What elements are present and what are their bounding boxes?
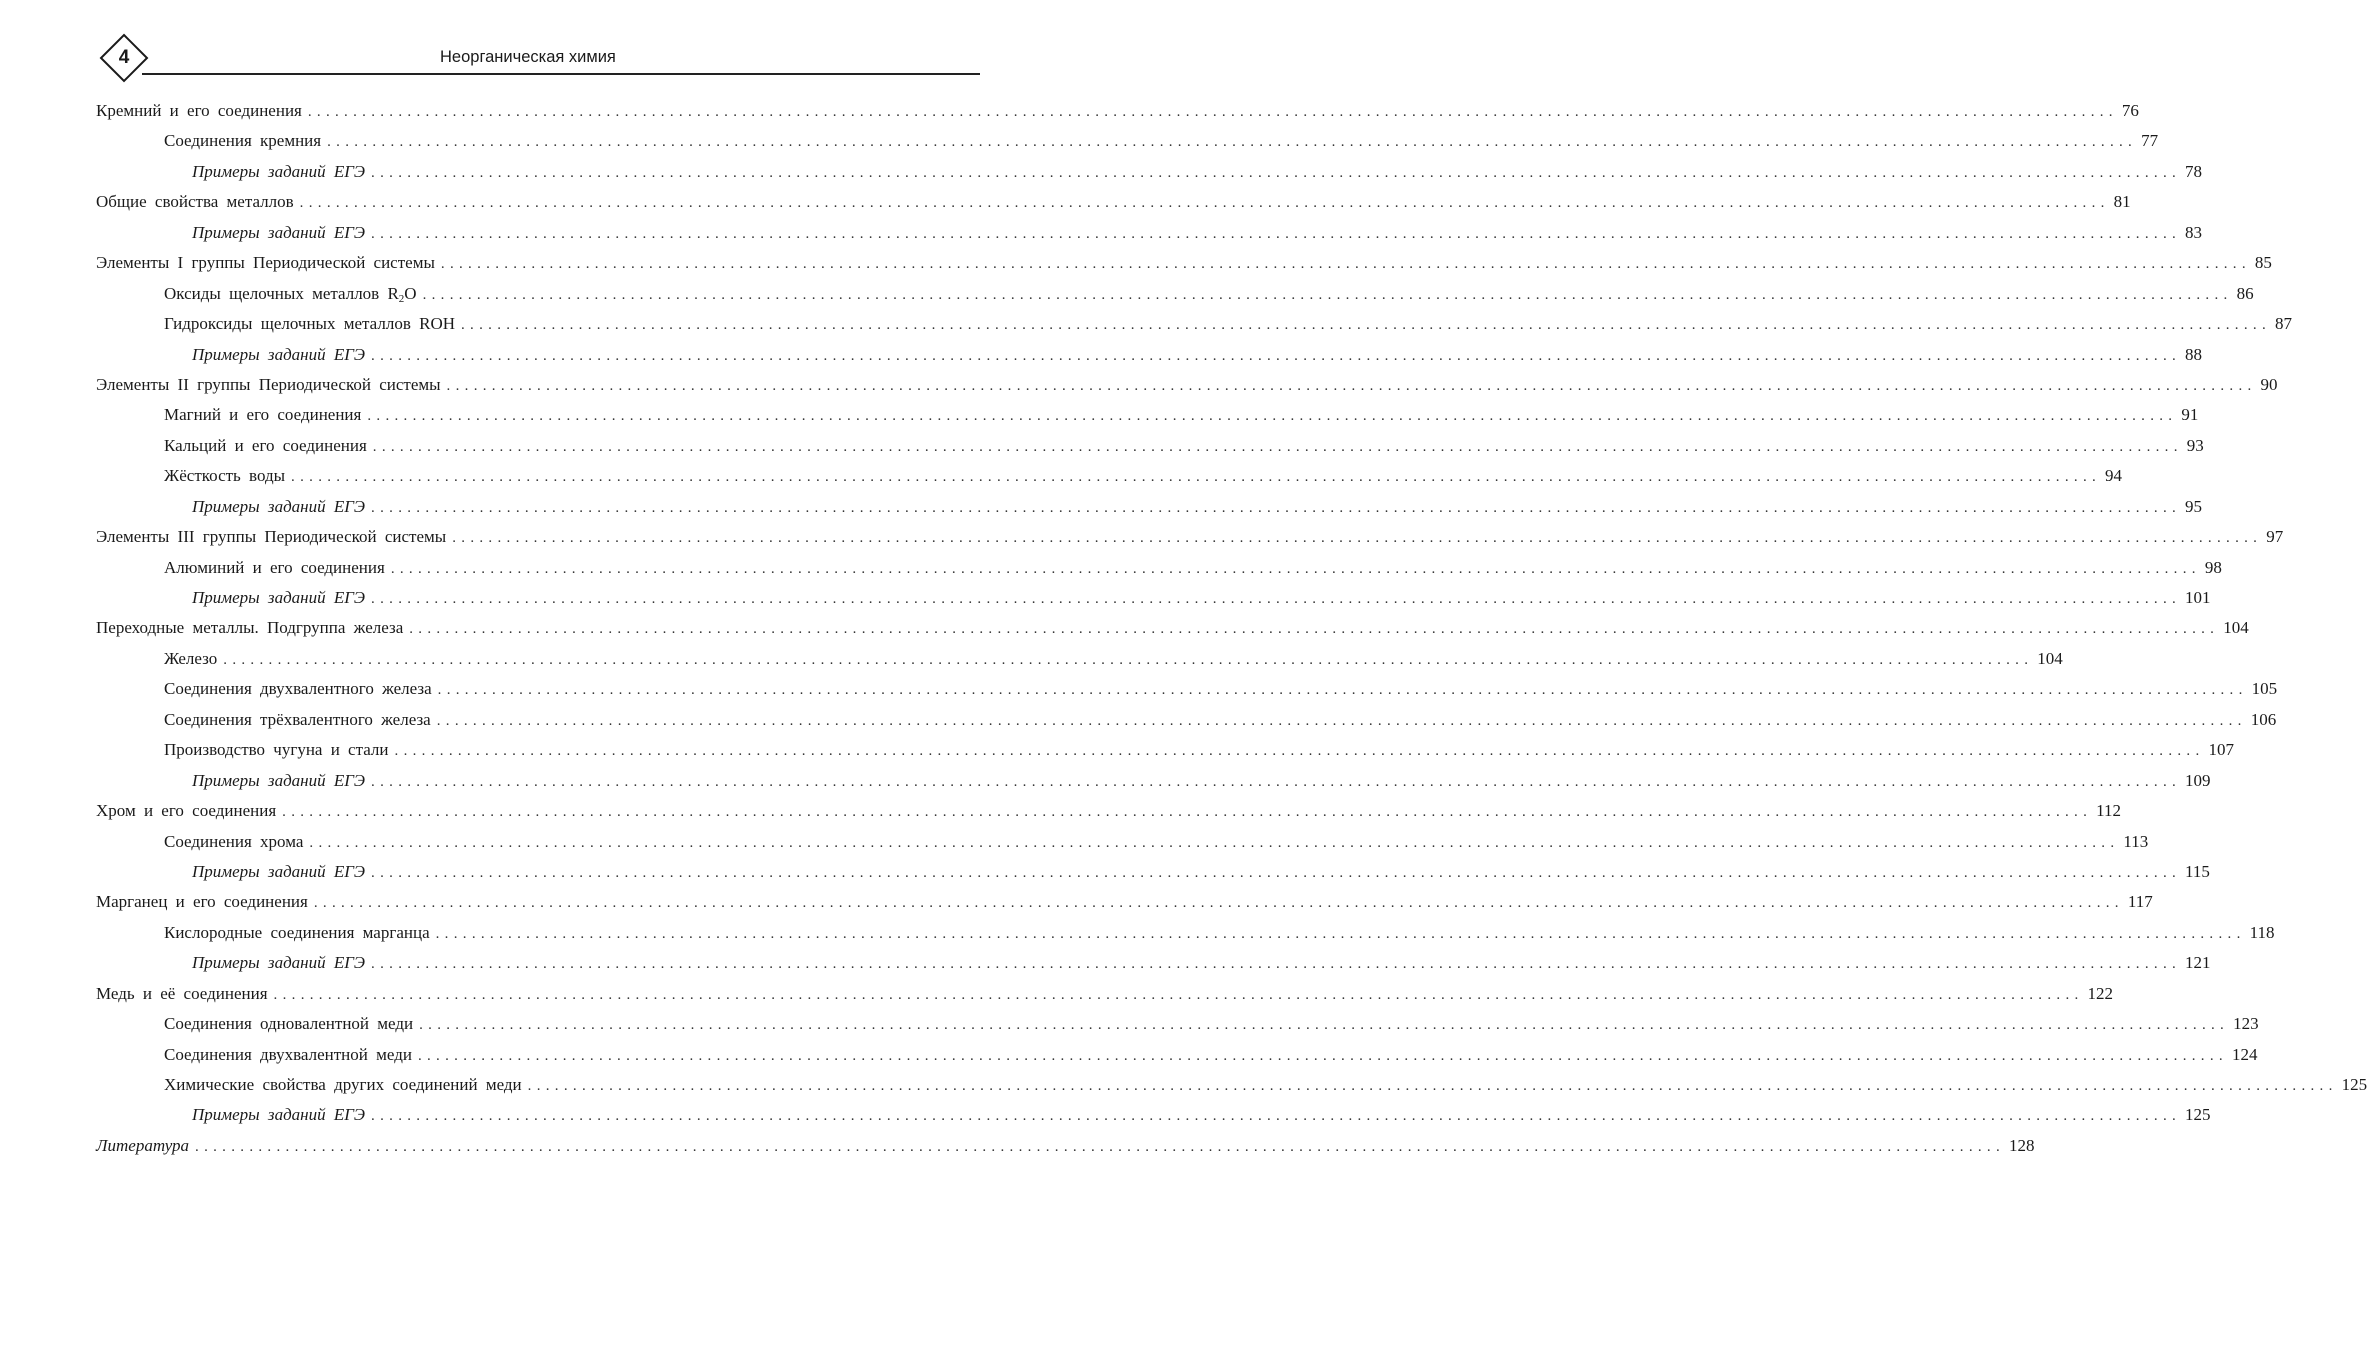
toc-dot-leader: ........................................................................................................................................................................................................ <box>440 256 2251 273</box>
toc-entry-title: Производство чугуна и стали <box>164 740 389 760</box>
toc-entry-title: Литература <box>96 1135 190 1155</box>
toc-entry[interactable] <box>96 827 2149 857</box>
toc-dot-leader: ........................................................................................................................................................................................................ <box>446 377 2257 394</box>
toc-entry[interactable] <box>96 766 2211 796</box>
toc-entry-page: 97 <box>2266 527 2284 547</box>
toc-dot-leader: ........................................................................................................................................................................................................ <box>371 164 2182 181</box>
toc-dot-leader: ........................................................................................................................................................................................................ <box>435 925 2246 942</box>
toc-entry-title: Соединения трёхвалентного железа <box>164 709 431 729</box>
toc-entry-page: 117 <box>2127 892 2153 912</box>
toc-entry-page: 121 <box>2185 953 2211 973</box>
toc-dot-leader: ........................................................................................................................................................................................................ <box>372 438 2183 455</box>
toc-dot-leader: ........................................................................................................................................................................................................ <box>409 621 2220 638</box>
toc-dot-leader: ........................................................................................................................................................................................................ <box>282 804 2093 821</box>
toc-entry-title: Элементы III группы Периодической системы <box>96 527 447 547</box>
toc-dot-leader: ........................................................................................................................................................................................................ <box>422 286 2233 303</box>
toc-dot-leader: ........................................................................................................................................................................................................ <box>307 104 2118 120</box>
toc-entry-page: 104 <box>2223 618 2249 638</box>
toc-entry-title: Кислородные соединения марганца <box>164 922 430 942</box>
toc-dot-leader: ........................................................................................................................................................................................................ <box>223 651 2034 668</box>
toc-dot-leader: ........................................................................................................................................................................................................ <box>367 408 2178 425</box>
toc-entry-title: Кремний и его соединения <box>96 101 302 120</box>
toc-entry-title: Хром и его соединения <box>96 801 277 821</box>
toc-dot-leader: ........................................................................................................................................................................................................ <box>371 956 2182 973</box>
toc-entry-page: 113 <box>2123 831 2149 851</box>
toc-entry[interactable] <box>96 948 2211 978</box>
toc-entry-title: Жёсткость воды <box>164 466 286 486</box>
toc-entry-title: Примеры заданий ЕГЭ <box>192 161 366 181</box>
toc-entry[interactable] <box>96 1040 2258 1070</box>
toc-entry-page: 104 <box>2037 648 2063 668</box>
toc-entry[interactable] <box>96 553 2222 583</box>
toc-entry-title: Магний и его соединения <box>164 405 362 425</box>
toc-entry[interactable] <box>96 522 2284 552</box>
toc-dot-leader: ........................................................................................................................................................................................................ <box>461 317 2271 334</box>
toc-entry-title: Гидроксиды щелочных металлов ROH <box>164 314 455 334</box>
toc-entry-page: 87 <box>2275 314 2292 334</box>
toc-entry-title: Примеры заданий ЕГЭ <box>192 1105 366 1125</box>
toc-entry-page: 123 <box>2233 1014 2259 1034</box>
toc-entry-page: 76 <box>2121 101 2139 120</box>
toc-entry-title: Железо <box>164 648 218 668</box>
page-number-badge <box>100 34 148 82</box>
toc-dot-leader: ........................................................................................................................................................................................................ <box>437 682 2248 699</box>
toc-entry[interactable] <box>96 218 2203 248</box>
toc-entry[interactable] <box>96 157 2203 187</box>
toc-entry-page: 88 <box>2185 344 2203 364</box>
toc-entry[interactable] <box>96 1070 2367 1100</box>
toc-entry[interactable] <box>96 1100 2211 1130</box>
toc-entry-title: Примеры заданий ЕГЭ <box>192 861 366 881</box>
toc-dot-leader: ........................................................................................................................................................................................................ <box>299 195 2110 212</box>
toc-entry-page: 105 <box>2251 679 2278 699</box>
toc-entry[interactable] <box>96 705 2277 735</box>
toc-dot-leader: ........................................................................................................................................................................................................ <box>327 134 2138 151</box>
toc-entry-title: Примеры заданий ЕГЭ <box>192 588 366 607</box>
toc-entry[interactable] <box>96 309 2292 339</box>
toc-entry-title: Марганец и его соединения <box>96 892 308 912</box>
toc-entry[interactable] <box>96 340 2203 370</box>
toc-entry-page: 125 <box>2185 1105 2211 1125</box>
toc-entry-title: Общие свойства металлов <box>96 192 294 212</box>
toc-entry[interactable] <box>96 674 2278 704</box>
toc-entry-title: Элементы II группы Периодической системы <box>96 374 441 394</box>
toc-entry-title: Примеры заданий ЕГЭ <box>192 496 366 516</box>
toc-entry-title: Химические свойства других соединений меди <box>164 1075 522 1094</box>
toc-entry-page: 115 <box>2185 861 2210 881</box>
toc-dot-leader: ........................................................................................................................................................................................................ <box>394 743 2205 760</box>
toc-entry[interactable] <box>96 431 2204 461</box>
toc-entry[interactable] <box>96 461 2123 491</box>
toc-entry[interactable] <box>96 1009 2259 1039</box>
toc-dot-leader: ........................................................................................................................................................................................................ <box>313 895 2124 912</box>
toc-entry-title: Кальций и его соединения <box>164 435 367 455</box>
toc-dot-leader: ........................................................................................................................................................................................................ <box>371 864 2182 881</box>
toc-entry-title: Примеры заданий ЕГЭ <box>192 953 366 973</box>
toc-entry-page: 83 <box>2185 222 2203 242</box>
toc-entry-title: Медь и её соединения <box>96 983 268 1003</box>
toc-dot-leader: ........................................................................................................................................................................................................ <box>527 1078 2338 1094</box>
toc-entry-page: 109 <box>2185 770 2211 790</box>
toc-entry[interactable] <box>96 979 2114 1009</box>
toc-dot-leader: ........................................................................................................................................................................................................ <box>419 1017 2230 1034</box>
toc-dot-leader: ........................................................................................................................................................................................................ <box>371 773 2182 790</box>
toc-entry-page: 86 <box>2236 283 2254 303</box>
toc-dot-leader: ........................................................................................................................................................................................................ <box>371 225 2182 242</box>
header-divider <box>142 73 980 75</box>
toc-entry-page: 91 <box>2181 405 2199 425</box>
toc-entry-title: Соединения двухвалентной меди <box>164 1044 412 1064</box>
toc-entry-page: 125 <box>2341 1075 2367 1094</box>
running-title: Неорганическая химия <box>440 48 616 66</box>
toc-dot-leader: ........................................................................................................................................................................................................ <box>273 986 2084 1003</box>
toc-entry-page: 106 <box>2250 709 2277 729</box>
toc-entry[interactable] <box>96 644 2063 674</box>
toc-entry-page: 94 <box>2105 466 2123 486</box>
toc-entry-title: Примеры заданий ЕГЭ <box>192 344 366 364</box>
toc-dot-leader: ........................................................................................................................................................................................................ <box>371 1108 2182 1125</box>
toc-entry-page: 124 <box>2231 1044 2258 1064</box>
toc-entry-page: 128 <box>2009 1135 2035 1155</box>
toc-entry[interactable] <box>96 1131 2035 1161</box>
toc-entry-page: 90 <box>2260 374 2278 394</box>
toc-entry-title: Соединения двухвалентного железа <box>164 679 432 699</box>
toc-entry-page: 77 <box>2141 131 2159 151</box>
toc-dot-leader: ........................................................................................................................................................................................................ <box>371 591 2182 607</box>
toc-entry[interactable] <box>96 857 2210 887</box>
toc-entry-page: 81 <box>2113 192 2131 212</box>
toc-entry-title: Примеры заданий ЕГЭ <box>192 770 366 790</box>
toc-entry-title: Элементы I группы Периодической системы <box>96 253 435 273</box>
toc-entry[interactable] <box>96 796 2122 826</box>
toc-entry[interactable] <box>96 248 2272 278</box>
toc-entry[interactable] <box>96 187 2131 217</box>
toc-entry-page: 107 <box>2208 740 2235 760</box>
page-header <box>0 0 1000 80</box>
page-number: 4 <box>118 47 130 68</box>
toc-dot-leader: ........................................................................................................................................................................................................ <box>371 347 2182 364</box>
toc-entry-page: 122 <box>2087 983 2114 1003</box>
toc-entry[interactable] <box>96 400 2199 430</box>
toc-entry-title: Соединения хрома <box>164 831 304 851</box>
toc-entry-page: 95 <box>2185 496 2203 516</box>
toc-entry-page: 98 <box>2204 557 2222 577</box>
toc-entry[interactable] <box>96 735 2235 765</box>
toc-entry-title: Алюминий и его соединения <box>164 557 385 577</box>
toc-entry-page: 78 <box>2185 161 2203 181</box>
toc-dot-leader: ........................................................................................................................................................................................................ <box>291 469 2102 486</box>
toc-dot-leader: ........................................................................................................................................................................................................ <box>390 560 2201 577</box>
toc-entry[interactable] <box>96 918 2275 948</box>
toc-dot-leader: ........................................................................................................................................................................................................ <box>309 834 2120 851</box>
toc-entry[interactable] <box>96 613 2249 643</box>
toc-entry-title: Оксиды щелочных металлов $R_2O$ <box>164 283 417 305</box>
toc-entry-page: 93 <box>2186 435 2204 455</box>
toc-entry-page: 118 <box>2249 922 2275 942</box>
toc-entry-title: Переходные металлы. Подгруппа железа <box>96 618 404 638</box>
toc-dot-leader: ........................................................................................................................................................................................................ <box>371 499 2182 516</box>
toc-entry[interactable] <box>96 583 2211 613</box>
toc-entry-page: 112 <box>2096 801 2122 821</box>
toc-entry-title: Соединения кремния <box>164 131 322 151</box>
toc-dot-leader: ........................................................................................................................................................................................................ <box>452 530 2263 547</box>
toc-entry[interactable] <box>96 279 2254 309</box>
toc-entry-page: 101 <box>2185 588 2211 607</box>
toc-dot-leader: ........................................................................................................................................................................................................ <box>417 1047 2228 1064</box>
toc-entry[interactable] <box>96 96 2139 126</box>
toc-dot-leader: ........................................................................................................................................................................................................ <box>195 1138 2006 1155</box>
toc-dot-leader: ........................................................................................................................................................................................................ <box>436 712 2247 729</box>
toc-entry-title: Соединения одновалентной меди <box>164 1014 414 1034</box>
toc-entry[interactable] <box>96 126 2159 156</box>
toc-entry[interactable] <box>96 370 2278 400</box>
table-of-contents <box>96 96 2367 1161</box>
toc-entry-title: Примеры заданий ЕГЭ <box>192 222 366 242</box>
toc-entry[interactable] <box>96 492 2203 522</box>
toc-entry[interactable] <box>96 887 2153 917</box>
toc-entry-page: 85 <box>2254 253 2272 273</box>
